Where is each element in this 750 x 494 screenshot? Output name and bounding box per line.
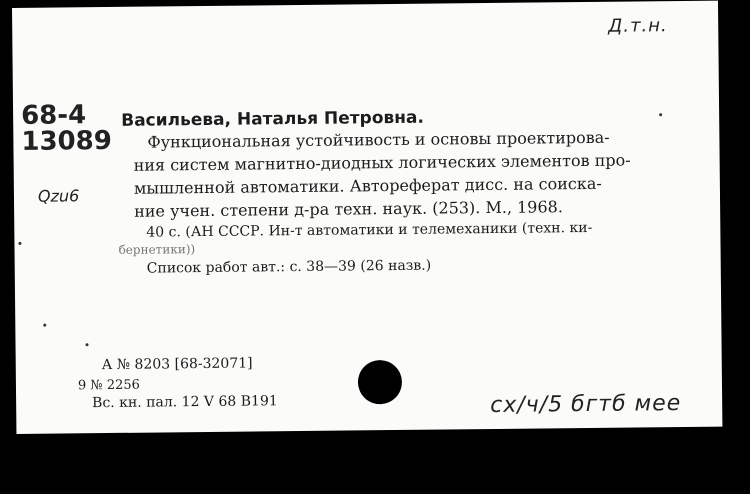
pages-publisher-line: 40 с. (АН СССР. Ин-т автоматики и телемеханики (техн. ки- (146, 219, 593, 241)
dust-speck (43, 324, 46, 327)
dust-speck (86, 343, 89, 346)
references-line: Список работ авт.: с. 38—39 (26 назв.) (146, 257, 432, 277)
catalog-card (12, 1, 722, 434)
chamber-line: Вс. кн. пал. 12 V 68 В191 (92, 393, 278, 412)
faded-continuation-line: бернетики)) (118, 242, 196, 257)
title-line: ние учен. степени д-ра техн. наук. (253). М., 1968. (134, 197, 563, 221)
handwritten-signature: сх/ч/5 бгтб мее (490, 391, 682, 419)
corner-mark: Д.т.н. (608, 15, 668, 37)
title-line: Функциональная устойчивость и основы проектирова- (147, 127, 610, 152)
title-line: мышленной автоматики. Автореферат дисс. на соиска- (133, 173, 602, 198)
accession-line: А № 8203 [68-32071] (101, 355, 253, 374)
shelf-mark-bottom: 13089 (21, 125, 113, 157)
punch-hole (358, 360, 402, 404)
author-name: Васильева, Наталья Петровна. (121, 107, 424, 131)
title-line: ния систем магнитно-диодных логических элементов про- (133, 150, 631, 175)
handwritten-code: Qzu6 (37, 186, 80, 206)
shelf-mark-top: 68-4 (20, 100, 87, 131)
dust-speck (18, 242, 21, 245)
registry-line: 9 № 2256 (77, 377, 140, 394)
dust-speck (659, 113, 662, 116)
